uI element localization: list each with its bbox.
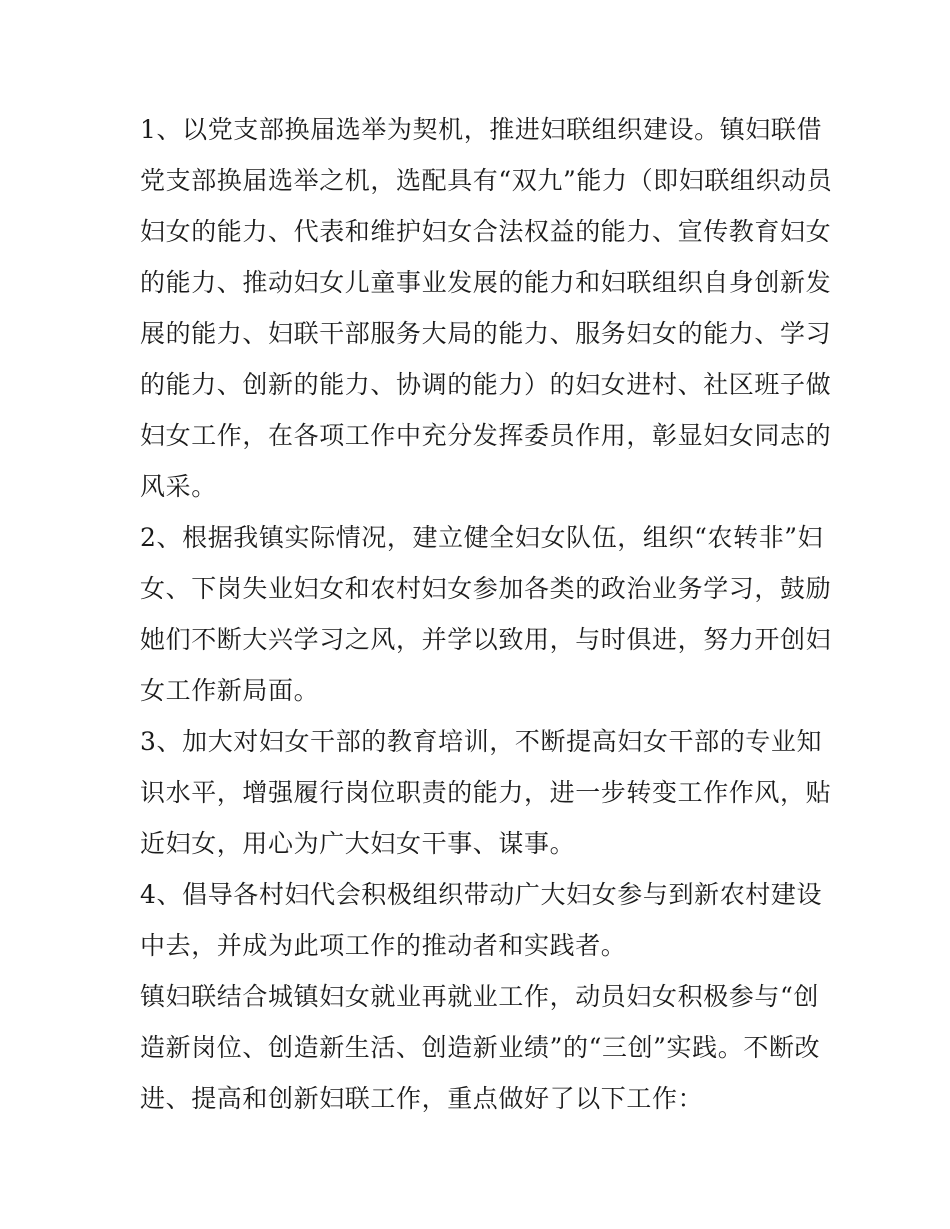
text-line: 近妇女，用心为广大妇女干事、谋事。	[140, 829, 576, 858]
text-line: 妇女工作，在各项工作中充分发挥委员作用，彰显妇女同志的	[140, 421, 832, 450]
text-line: 的能力、推动妇女儿童事业发展的能力和妇联组织自身创新发	[140, 268, 832, 297]
text-line: 女、下岗失业妇女和农村妇女参加各类的政治业务学习，鼓励	[140, 574, 832, 603]
text-line: 2、根据我镇实际情况，建立健全妇女队伍，组织“农转非”妇	[140, 523, 824, 552]
text-line: 党支部换届选举之机，选配具有“双九”能力（即妇联组织动员	[140, 166, 833, 195]
text-line: 镇妇联结合城镇妇女就业再就业工作，动员妇女积极参与“创	[140, 982, 819, 1011]
text-line: 她们不断大兴学习之风，并学以致用，与时俱进，努力开创妇	[140, 625, 832, 654]
text-line: 中去，并成为此项工作的推动者和实践者。	[140, 931, 627, 960]
paragraph-2	[140, 512, 832, 716]
paragraph-1	[140, 104, 833, 512]
text-line: 1、以党支部换届选举为契机，推进妇联组织建设。镇妇联借	[140, 115, 823, 144]
paragraph-3	[140, 716, 832, 869]
text-line: 风采。	[140, 472, 217, 501]
text-line: 女工作新局面。	[140, 676, 320, 705]
text-line: 3、加大对妇女干部的教育培训，不断提高妇女干部的专业知	[140, 727, 823, 756]
paragraph-5	[140, 971, 821, 1124]
document-body	[140, 104, 833, 1124]
text-line: 妇女的能力、代表和维护妇女合法权益的能力、宣传教育妇女	[140, 217, 832, 246]
text-line: 展的能力、妇联干部服务大局的能力、服务妇女的能力、学习	[140, 319, 832, 348]
paragraph-4	[140, 869, 823, 971]
text-line: 造新岗位、创造新生活、创造新业绩”的“三创”实践。不断改	[140, 1033, 821, 1062]
text-line: 识水平，增强履行岗位职责的能力，进一步转变工作作风，贴	[140, 778, 832, 807]
text-line: 的能力、创新的能力、协调的能力）的妇女进村、社区班子做	[140, 370, 832, 399]
text-line: 进、提高和创新妇联工作，重点做好了以下工作：	[140, 1084, 704, 1113]
text-line: 4、倡导各村妇代会积极组织带动广大妇女参与到新农村建设	[140, 880, 823, 909]
